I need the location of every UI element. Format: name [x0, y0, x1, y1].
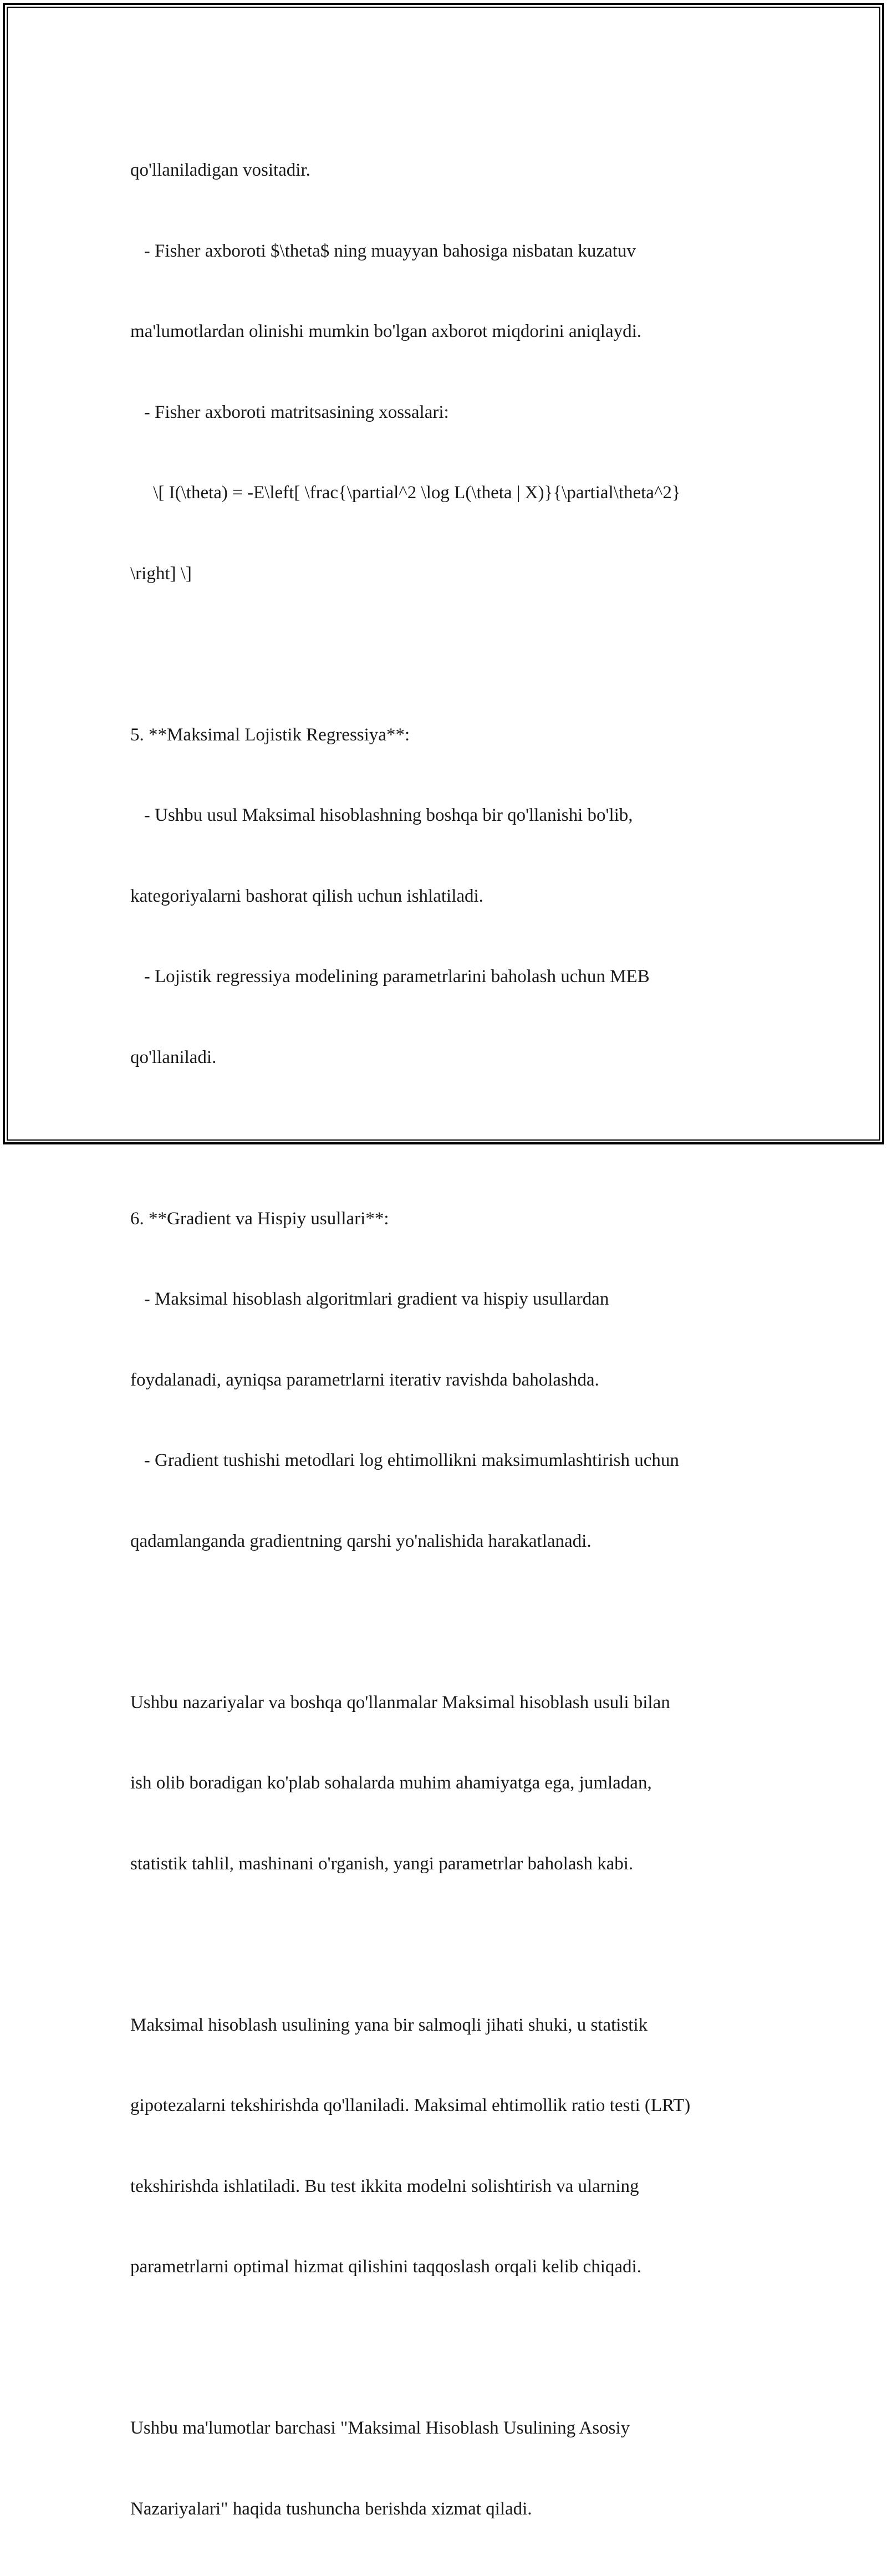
text-line: Nazariyalari" haqida tushuncha berishda xizmat qiladi.	[130, 2498, 532, 2519]
text-line: qadamlanganda gradientning qarshi yo'nalishida harakatlanadi.	[130, 1531, 592, 1551]
blank-line	[130, 2334, 773, 2362]
text-line: statistik tahlil, mashinani o'rganish, yangi parametrlar baholash kabi.	[130, 1853, 634, 1874]
text-line: qo'llaniladigan vositadir.	[130, 160, 310, 180]
formula-line: \[ I(\theta) = -E\left[ \frac{\partial^2 \log L(\theta | X)}{\partial\theta^2}	[130, 483, 681, 503]
text-line: foydalanadi, ayniqsa parametrlarni iterativ ravishda baholashda.	[130, 1369, 599, 1390]
document-body	[130, 103, 773, 2576]
text-line: - Gradient tushishi metodlari log ehtimollikni maksimumlashtirish uchun	[130, 1450, 679, 1470]
text-line: - Fisher axboroti matritsasining xossalari:	[130, 402, 449, 422]
text-line: tekshirishda ishlatiladi. Bu test ikkita modelni solishtirish va ularning	[130, 2176, 639, 2196]
section-heading: 5. **Maksimal Lojistik Regressiya**:	[130, 724, 410, 745]
section-heading: 6. **Gradient va Hispiy usullari**:	[130, 1208, 389, 1229]
text-line: parametrlarni optimal hizmat qilishini taqqoslash orqali kelib chiqadi.	[130, 2257, 641, 2277]
text-line: gipotezalarni tekshirishda qo'llaniladi. Maksimal ehtimollik ratio testi (LRT)	[130, 2095, 691, 2115]
blank-line	[130, 1125, 773, 1152]
text-line: - Fisher axboroti $\theta$ ning muayyan bahosiga nisbatan kuzatuv	[130, 241, 636, 261]
text-line: ma'lumotlardan olinishi mumkin bo'lgan axborot miqdorini aniqlaydi.	[130, 321, 642, 341]
text-line: kategoriyalarni bashorat qilish uchun ishlatiladi.	[130, 886, 483, 906]
text-line: Ushbu nazariyalar va boshqa qo'llanmalar Maksimal hisoblash usuli bilan	[130, 1692, 670, 1713]
text-line: Maksimal hisoblash usulining yana bir salmoqli jihati shuki, u statistik	[130, 2015, 648, 2035]
text-line: - Lojistik regressiya modelining parametrlarini baholash uchun MEB	[130, 967, 650, 987]
formula-line: \right] \]	[130, 563, 192, 584]
text-line: qo'llaniladi.	[130, 1047, 217, 1067]
text-line: ish olib boradigan ko'plab sohalarda muhim ahamiyatga ega, jumladan,	[130, 1773, 652, 1793]
text-line: - Maksimal hisoblash algoritmlari gradient va hispiy usullardan	[130, 1289, 609, 1309]
blank-line	[130, 1608, 773, 1635]
blank-line	[130, 641, 773, 668]
blank-line	[130, 1931, 773, 1958]
text-line: Ushbu ma'lumotlar barchasi "Maksimal Hisoblash Usulining Asosiy	[130, 2418, 630, 2438]
text-line: - Ushbu usul Maksimal hisoblashning boshqa bir qo'llanishi bo'lib,	[130, 805, 633, 825]
